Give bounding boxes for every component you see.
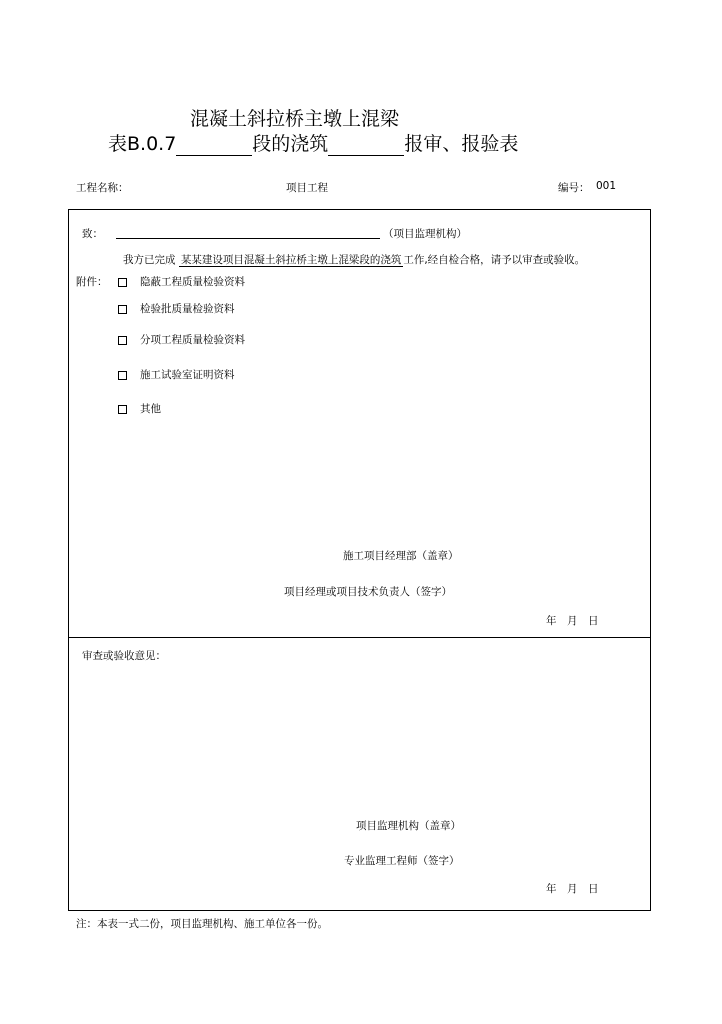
declaration-work: 某某建设项目混凝土斜拉桥主墩上混梁段的浇筑 xyxy=(180,254,402,266)
to-org-hint: （项目监理机构） xyxy=(383,228,467,240)
contractor-sign: 项目经理或项目技术负责人（签字） xyxy=(284,586,452,598)
checkbox[interactable] xyxy=(118,405,127,414)
attachment-item[interactable] xyxy=(118,401,161,416)
contractor-stamp: 施工项目经理部（盖章） xyxy=(343,550,459,562)
title-blank-1 xyxy=(176,135,252,156)
checkbox[interactable] xyxy=(118,371,127,380)
attachment-item[interactable] xyxy=(118,274,245,289)
attachment-label: 附件： xyxy=(76,276,108,288)
date-1: 年 月 日 xyxy=(546,615,599,627)
attachment-item[interactable] xyxy=(118,332,245,347)
declaration-suffix: 工作,经自检合格，请予以审查或验收。 xyxy=(403,254,586,266)
declaration-line xyxy=(123,252,585,267)
to-label: 致： xyxy=(82,228,103,240)
to-org-line xyxy=(116,238,380,239)
supervisor-sign: 专业监理工程师（签字） xyxy=(344,855,460,867)
attachment-item[interactable] xyxy=(118,301,235,316)
checkbox[interactable] xyxy=(118,278,127,287)
date-2: 年 月 日 xyxy=(546,883,599,895)
number-value: 001 xyxy=(596,180,617,192)
attachment-item-label: 分项工程质量检验资料 xyxy=(140,334,245,346)
title-blank-2 xyxy=(328,135,404,156)
attachment-item-label: 检验批质量检验资料 xyxy=(140,303,235,315)
attachment-item[interactable] xyxy=(118,367,235,382)
review-label: 审查或验收意见： xyxy=(82,650,166,662)
attachment-item-label: 其他 xyxy=(140,403,161,415)
attachment-item-label: 施工试验室证明资料 xyxy=(140,369,235,381)
title-middle: 段的浇筑 xyxy=(252,133,329,155)
section-divider xyxy=(68,637,651,638)
project-value: 项目工程 xyxy=(286,182,328,194)
project-label: 工程名称： xyxy=(76,182,129,194)
number-label: 编号： xyxy=(558,182,590,194)
checkbox[interactable] xyxy=(118,305,127,314)
title-suffix: 报审、报验表 xyxy=(404,133,519,155)
title-line1: 混凝土斜拉桥主墩上混梁 xyxy=(190,108,400,130)
supervisor-stamp: 项目监理机构（盖章） xyxy=(356,820,461,832)
attachment-item-label: 隐蔽工程质量检验资料 xyxy=(140,276,245,288)
title-line2 xyxy=(108,129,518,156)
declaration-prefix: 我方已完成 xyxy=(123,254,176,266)
checkbox[interactable] xyxy=(118,336,127,345)
footnote: 注：本表一式二份，项目监理机构、施工单位各一份。 xyxy=(76,918,328,930)
title-prefix: 表B.0.7 xyxy=(108,133,177,155)
